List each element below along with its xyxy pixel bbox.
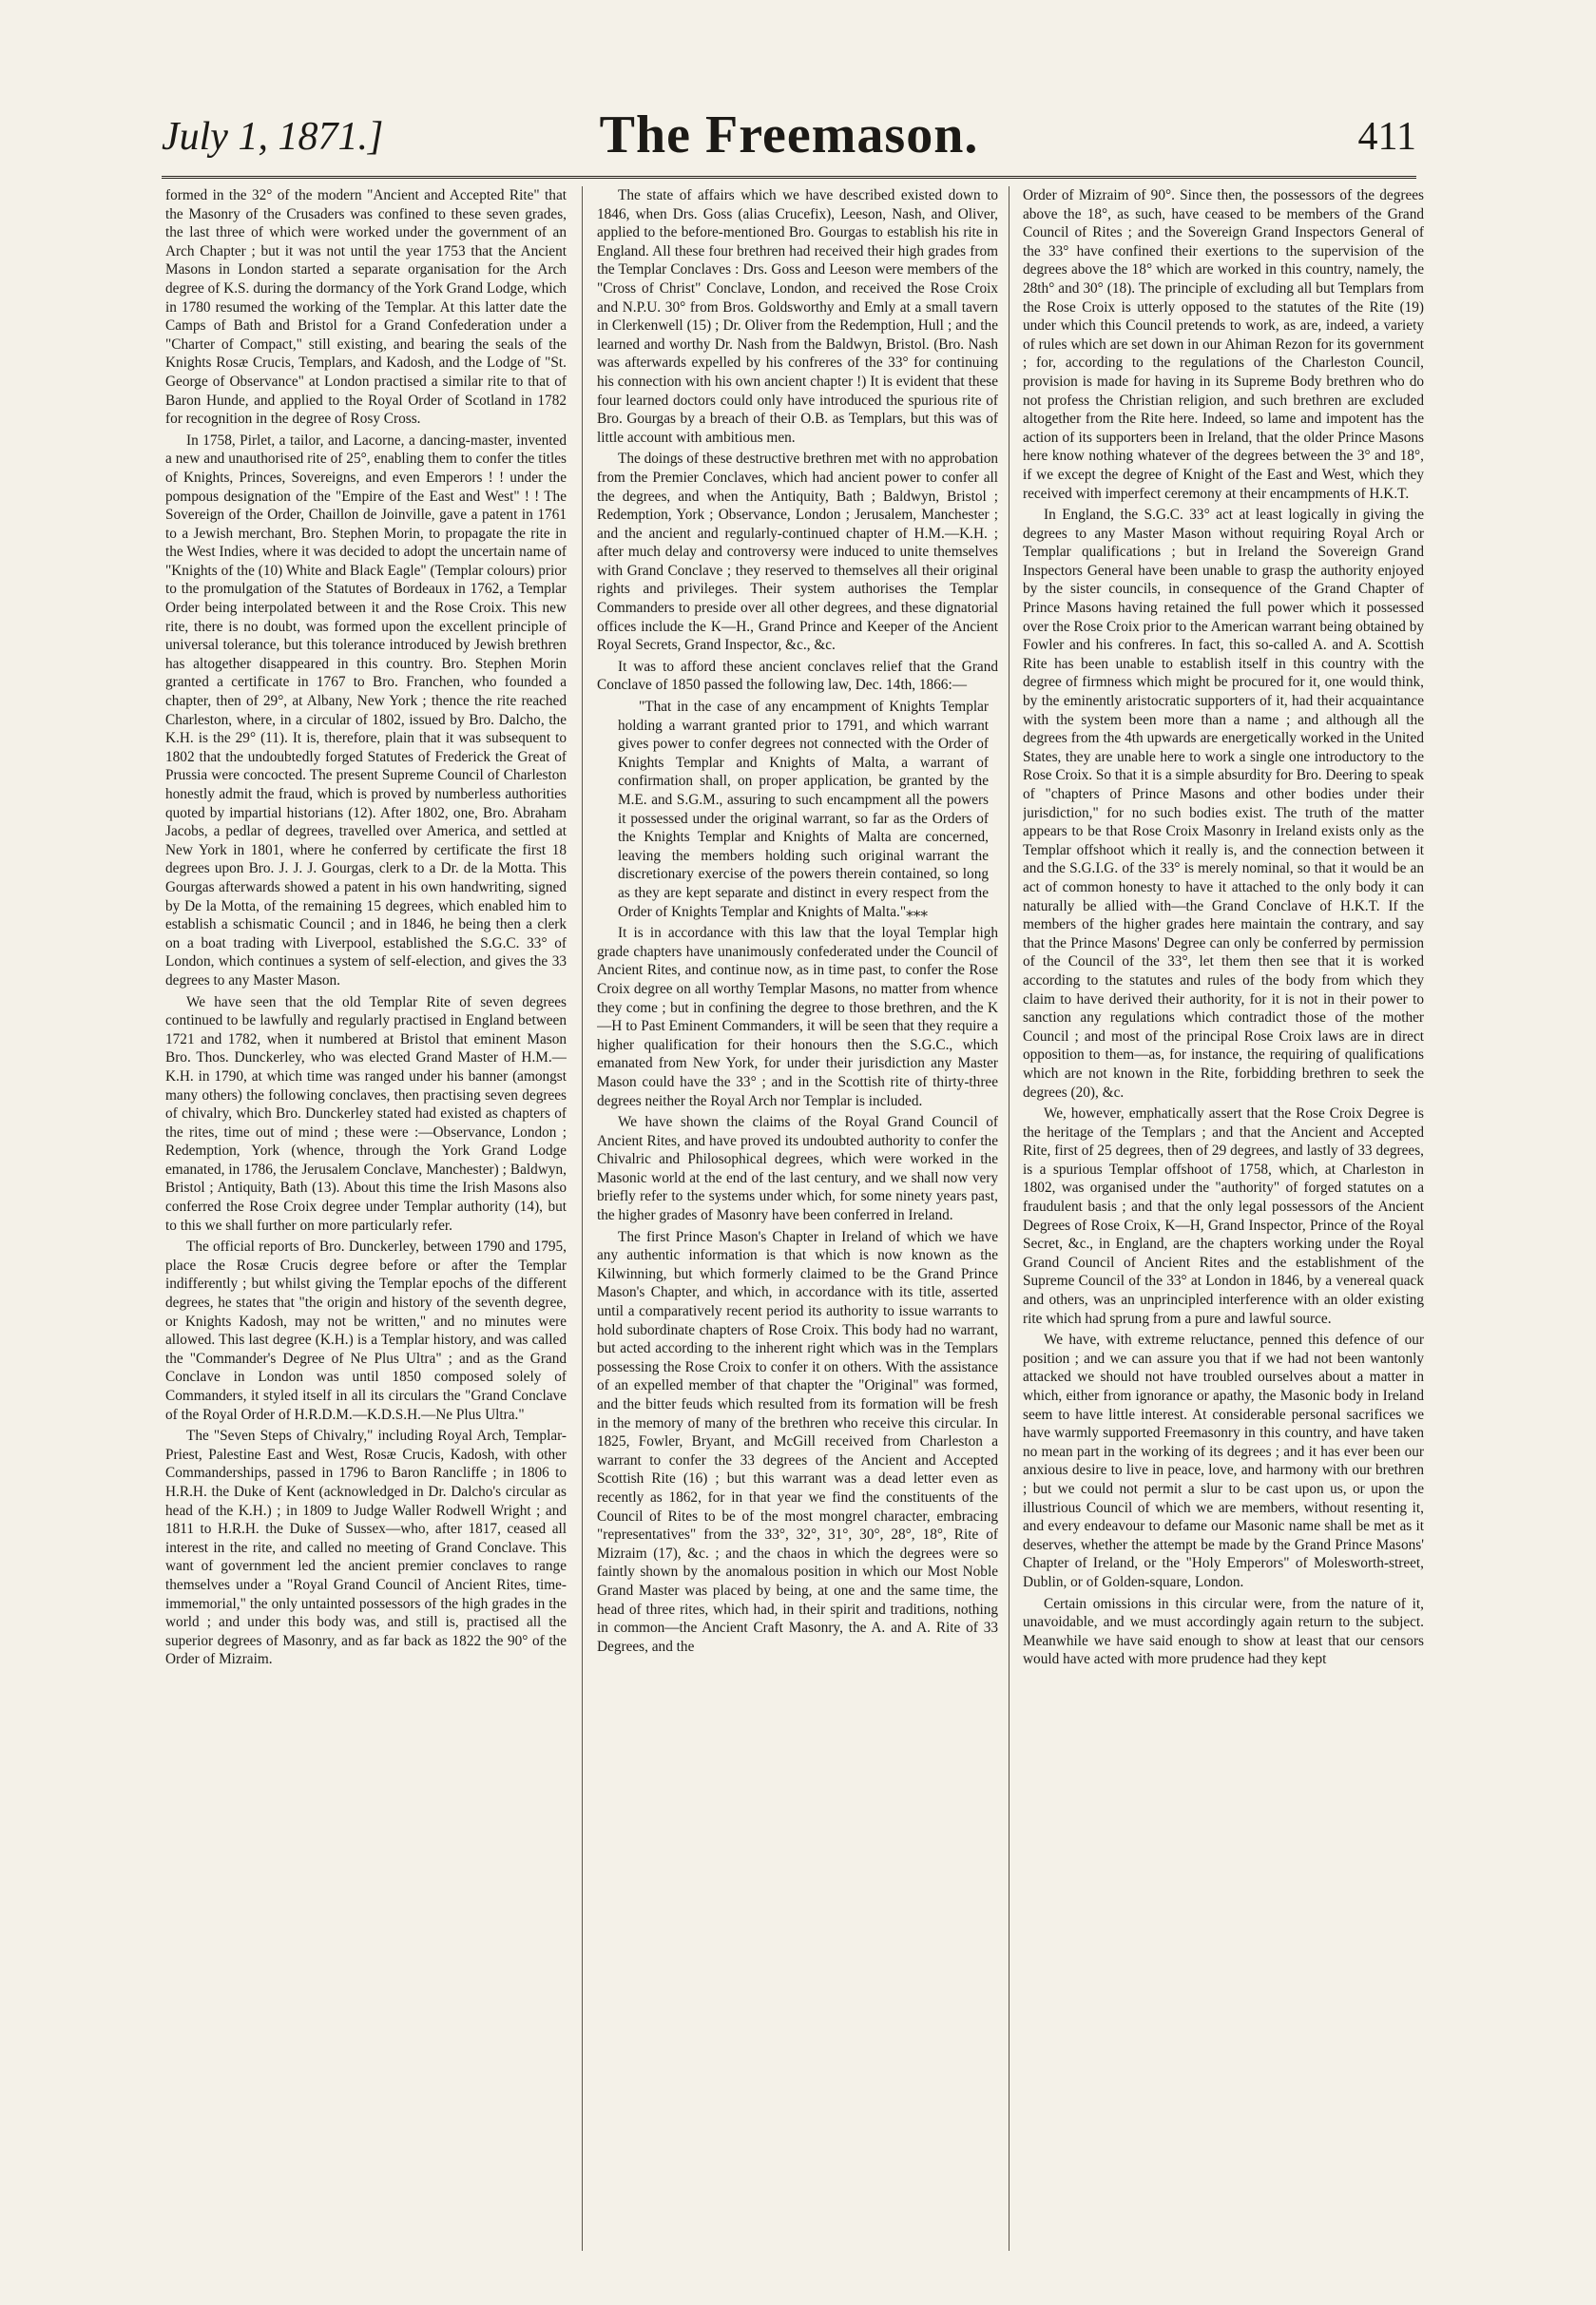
- column-3: [1023, 186, 1424, 2251]
- paragraph: It is in accordance with this law that the loyal Templar high grade chapters have unanimously confederated under the Council of Ancient Rites, and continue now, as in time past, to confer the Rose Croix degree on all worthy Templar Masons, no matter from whence they come ; but in confining the degree to those brethren, and the K—H to Past Eminent Commanders, it will be seen that they require a higher qualification for their honours then the S.G.C., which emanated from New York, for under their jurisdiction any Master Mason could have the 33° ; and in the Scottish rite of thirty-three degrees neither the Royal Arch nor Templar is included.: [597, 925, 998, 1109]
- paragraph: We have shown the claims of the Royal Grand Council of Ancient Rites, and have proved its undoubted authority to confer the Chivalric and Philosophical degrees, which were worked in the Masonic world at the end of the last century, and we shall now very briefly refer to the systems under which, for some ninety years past, the higher grades of Masonry have been conferred in Ireland.: [597, 1114, 998, 1224]
- paragraph: The official reports of Bro. Dunckerley, between 1790 and 1795, place the Rosæ Crucis degree before or after the Templar indifferently ; but whilst giving the Templar epochs of the different degrees, he states that "the origin and history of the seventh degree, or Knights Kadosh, may not be written," and no minutes were allowed. This last degree (K.H.) is a Templar history, and was called the "Commander's Degree of Ne Plus Ultra" ; and as the Grand Conclave in London was until 1850 composed solely of Commanders, it styled itself in all its circulars the "Grand Conclave of the Royal Order of H.R.D.M.—K.D.S.H.—Ne Plus Ultra.": [165, 1239, 567, 1423]
- column-divider: [582, 186, 583, 2251]
- header-rule: [162, 176, 1416, 182]
- quoted-law: "That in the case of any encampment of Knights Templar holding a warrant granted prior to 1791, and which warrant gives power to confer degrees not connected with the Order of Knights Templar and Knights of Malta, a warrant of confirmation shall, on proper application, be granted by the M.E. and S.G.M., assuring to such encampment all the powers it possessed under the original warrant, so far as the Orders of the Knights Templar and Knights of Malta are concerned, leaving the members holding such original warrant the discretionary exercise of the powers therein contained, so long as they are kept separate and distinct in every respect from the Order of Knights Templar and Knights of Malta."⁎⁎⁎: [618, 699, 989, 920]
- paragraph: In England, the S.G.C. 33° act at least logically in giving the degrees to any Master Mason without requiring Royal Arch or Templar qualifications ; but in Ireland the Sovereign Grand Inspectors General have been unable to grasp the authority enjoyed by the sister councils, in consequence of the Grand Chapter of Prince Masons having retained the full power which it possessed over the Rose Croix prior to the American warrant being obtained by Fowler and his confreres. In fact, this so-called A. and A. Scottish Rite has been unable to establish itself in this country with the degree of firmness which might be procured for it, one would think, by the eminently aristocratic supporters of it, had their acquaintance with the system been more than a name ; and although all the degrees from the 4th upwards are energetically worked in the United States, they are unable here to work a single one introductory to the Rose Croix. So that it is a simple absurdity for Bro. Deering to speak of "chapters of Prince Masons and other bodies under their jurisdiction," for no such bodies exist. The truth of the matter appears to be that Rose Croix Masonry in Ireland exists only as the Templar offshoot which it really is, and the connection between it and the S.G.I.G. of the 33° is merely nominal, so that it would be an act of common honesty to have it attached to the only body it can naturally be allied with—the Grand Conclave of H.K.T. If the members of the higher grades here maintain the contrary, and say that the Prince Masons' Degree can only be conferred by permission of the Council of the 33°, let them then see that it is worked according to the statutes and rules of the body from which they claim to have derived their authority, for it is not in their power to sanction any regulations which contradict those of the mother Council ; and most of the principal Rose Croix laws are in direct opposition to them—as, for instance, the requiring of qualifications which are not known in the Rite, forbidding brethren to seek the degrees (20), &c.: [1023, 507, 1424, 1101]
- newspaper-title: The Freemason.: [599, 106, 979, 164]
- paragraph: The state of affairs which we have described existed down to 1846, when Drs. Goss (alias Crucefix), Leeson, Nash, and Oliver, applied to the before-mentioned Bro. Gourgas to establish his rite in England. All these four brethren had received their high grades from the Templar Conclaves : Drs. Goss and Leeson were members of the "Cross of Christ" Conclave, London, and received the Rose Croix and N.P.U. 30° from Bros. Goldsworthy and Emly at a small tavern in Clerkenwell (15) ; Dr. Oliver from the Redemption, Hull ; and the learned and worthy Dr. Nash from the Baldwyn, Bristol. (Bro. Nash was afterwards expelled by his confreres of the 33° for continuing his connection with his own ancient chapter !) It is evident that these four learned doctors could only have introduced the spurious rite of Bro. Gourgas by a breach of their O.B. as Templars, but this was of little account with ambitious men.: [597, 187, 998, 446]
- paragraph: Order of Mizraim of 90°. Since then, the possessors of the degrees above the 18°, as such, have ceased to be members of the Grand Council of Rites ; and the Sovereign Grand Inspectors General of the 33° have confined their exertions to the supervision of the degrees above the 18° which are worked in this country, namely, the 28th° and 30° (18). The principle of excluding all but Templars from the Rose Croix is utterly opposed to the statutes of the Rite (19) under which this Council pretends to work, as are, indeed, a variety of rules which are set down in our Ahiman Rezon for its government ; for, according to the regulations of the Charleston Council, provision is made for having in its Supreme Body brethren who do not profess the Christian religion, and such brethren are excluded altogether from the Rite here. Indeed, so lame and impotent has the action of its supporters been in Ireland, that the older Prince Masons here know nothing whatever of the degrees between the 3° and 18°, if we except the degree of Knight of the East and West, which they received with imperfect ceremony at their encampments of H.K.T.: [1023, 187, 1424, 502]
- paragraph: formed in the 32° of the modern "Ancient and Accepted Rite" that the Masonry of the Crusaders was confined to these seven grades, the last three of which were worked under the government of an Arch Chapter ; but it was not until the year 1753 that the Ancient Masons in London started a separate organisation for the Arch degree of K.S. during the dormancy of the York Grand Lodge, which in 1780 resumed the working of the Templar. At this latter date the Camps of Bath and Bristol for a Grand Confederation under a "Charter of Compact," still existing, and bearing the seals of the Knights Rosæ Crucis, Templars, and Kadosh, and the Lodge of "St. George of Observance" at London practised a similar rite to that of Baron Hunde, and applied to the Royal Order of Scotland in 1782 for recognition in the degree of Rosy Cross.: [165, 187, 567, 428]
- column-divider: [1009, 186, 1010, 2251]
- issue-date: July 1, 1871.]: [162, 115, 384, 159]
- page-number: 411: [1357, 115, 1416, 159]
- paragraph: We, however, emphatically assert that the Rose Croix Degree is the heritage of the Templars ; and that the Ancient and Accepted Rite, first of 25 degrees, then of 29 degrees, and lastly of 33 degrees, is a spurious Templar offshoot of 1758, which, at Charleston in 1802, was organised under the "authority" of forged statutes on a fraudulent basis ; and that the only legal possessors of the Ancient Degrees of Rose Croix, K—H, Grand Inspector, Prince of the Royal Secret, &c., in England, are the chapters working under the Royal Grand Council of Ancient Rites and the establishment of the Supreme Council of the 33° at London in 1846, by a venereal quack and others, was an unprincipled interference with an older existing rite which had sprung from a pure and lawful source.: [1023, 1105, 1424, 1327]
- column-1: [165, 186, 567, 2251]
- masthead: [162, 105, 1416, 171]
- paragraph: The "Seven Steps of Chivalry," including Royal Arch, Templar-Priest, Palestine East and West, Rosæ Crucis, Kadosh, with other Commanderships, passed in 1796 to Baron Rancliffe ; in 1806 to H.R.H. the Duke of Kent (acknowledged in Dr. Dalcho's circular as head of the K.H.) ; in 1809 to Judge Waller Rodwell Wright ; and 1811 to H.R.H. the Duke of Sussex—who, after 1817, ceased all interest in the rite, and called no meeting of Grand Conclave. This want of government led the ancient premier conclaves to range themselves under a "Royal Grand Council of Ancient Rites, time-immemorial," the only untainted possessors of the high grades in the world ; and under this body was, and still is, practised all the superior degrees of Masonry, and as far back as 1822 the 90° of the Order of Mizraim.: [165, 1428, 567, 1668]
- paragraph: We have seen that the old Templar Rite of seven degrees continued to be lawfully and regularly practised in England between 1721 and 1782, when it numbered at Bristol that eminent Mason Bro. Thos. Dunckerley, who was elected Grand Master of H.M.—K.H. in 1790, at which time was ranged under his banner (amongst many others) the following conclaves, then practising seven degrees of chivalry, which Bro. Dunckerley stated had existed as chapters of the rites, time out of mind ; these were :—Observance, London ; Redemption, York (whence, through the York Grand Lodge emanated, in 1786, the Jerusalem Conclave, Manchester) ; Baldwyn, Bristol ; Antiquity, Bath (13). About this time the Irish Masons also conferred the Rose Croix degree under Templar authority (14), but to this we shall further on more particularly refer.: [165, 993, 567, 1234]
- paragraph: The first Prince Mason's Chapter in Ireland of which we have any authentic information is that which is now known as the Kilwinning, but which formerly claimed to be the Grand Prince Mason's Chapter, and which, in accordance with its title, asserted until a comparatively recent period its authority to issue warrants to hold subordinate chapters of Rose Croix. This body had no warrant, but acted according to the inherent right which was in the Templars possessing the Rose Croix to confer it on others. With the assistance of an expelled member of that chapter the "Original" was formed, and the bitter feuds which resulted from its formation will be fresh in the memory of many of the brethren who receive this circular. In 1825, Fowler, Bryant, and McGill received from Charleston a warrant to confer the 33 degrees of the Ancient and Accepted Scottish Rite (16) ; but this warrant was a dead letter even as recently as 1862, for in that year we find the constituents of the Council of Rites to be of the most mongrel character, embracing "representatives" from the 33°, 32°, 31°, 30°, 28°, 18°, Rite of Mizraim (17), &c. ; and the chaos in which the degrees were so faintly shown by the anomalous position in which our Most Noble Grand Master was placed by being, at one and the same time, the head of three rites, which had, in their spirit and traditions, nothing in common—the Ancient Craft Masonry, the A. and A. Rite of 33 Degrees, and the: [597, 1228, 998, 1655]
- paragraph: It was to afford these ancient conclaves relief that the Grand Conclave of 1850 passed the following law, Dec. 14th, 1866:—: [597, 658, 998, 694]
- column-2: [597, 186, 998, 2251]
- paragraph: We have, with extreme reluctance, penned this defence of our position ; and we can assure you that if we had not been wantonly attacked we should not have troubled ourselves about a matter in which, either from ignorance or apathy, the Masonic body in Ireland seem to have little interest. At considerable personal sacrifices we have warmly supported Freemasonry in this country, and have taken no mean part in the working of its degrees ; and it has ever been our anxious desire to live in peace, love, and harmony with our brethren ; but we could not permit a slur to be cast upon us, or upon the illustrious Council of which we are members, without resenting it, and every endeavour to defame our Masonic name shall be met as it deserves, whether the attempt be made by the Grand Prince Masons' Chapter of Ireland, or the "Holy Emperors" of Molesworth-street, Dublin, or of Golden-square, London.: [1023, 1332, 1424, 1590]
- paragraph: In 1758, Pirlet, a tailor, and Lacorne, a dancing-master, invented a new and unauthorised rite of 25°, enabling them to confer the titles of Knights, Princes, Sovereigns, and even Emperors ! ! under the pompous designation of the "Empire of the East and West" ! ! The Sovereign of the Order, Chaillon de Joinville, gave a patent in 1761 to a Jewish merchant, Bro. Stephen Morin, to propagate the rite in the West Indies, where it was decided to adopt the uncertain name of "Knights of the (10) White and Black Eagle" (Templar colours) prior to the promulgation of the Statutes of Bordeaux in 1762, a Templar Order being interpolated between it and the Rose Croix. This new rite, there is no doubt, was formed upon the excellent principle of universal tolerance, but this tolerance introduced by Jewish brethren has altogether disappeared in this country. Bro. Stephen Morin granted a certificate in 1767 to Bro. Franchen, who founded a chapter, then of 29°, at Albany, New York ; thence the rite reached Charleston, where, in a circular of 1802, issued by Bro. Dalcho, the K.H. is the 29° (11). It is, therefore, plain that it was subsequent to 1802 that the undoubtedly forged Statutes of Frederick the Great of Prussia were concocted. The present Supreme Council of Charleston honestly admit the fraud, which is proved by numberless authorities quoted by impartial historians (12). After 1802, one, Bro. Abraham Jacobs, a pedlar of degrees, travelled over America, and settled at New York in 1801, where he conferred by certificate the first 18 degrees upon Bro. J. J. J. Gourgas, clerk to a Dr. de la Motta. This Gourgas afterwards showed a patent in his own handwriting, signed by De la Motta, of the remaining 15 degrees, which enabled him to establish a schismatic Council ; and in 1846, he being then a clerk on a boat trading with Liverpool, established the S.G.C. 33° of London, which continues a system of self-election, and gives the 33 degrees to any Master Mason.: [165, 432, 567, 989]
- paragraph: Certain omissions in this circular were, from the nature of it, unavoidable, and we must accordingly again return to the subject. Meanwhile we have said enough to show at least that our censors would have acted with more prudence had they kept: [1023, 1595, 1424, 1668]
- paragraph: The doings of these destructive brethren met with no approbation from the Premier Conclaves, which had ancient power to confer all the degrees, and when the Antiquity, Bath ; Baldwyn, Bristol ; Redemption, York ; Observance, London ; Jerusalem, Manchester ; and the ancient and regularly-continued chapter of H.M.—K.H. ; after much delay and controversy were induced to unite themselves with Grand Conclave ; they reserved to themselves all their original rights and privileges. Their system authorises the Templar Commanders to preside over all other degrees, and these dignatorial offices include the K—H., Grand Prince and Keeper of the Ancient Royal Secrets, Grand Inspector, &c., &c.: [597, 451, 998, 654]
